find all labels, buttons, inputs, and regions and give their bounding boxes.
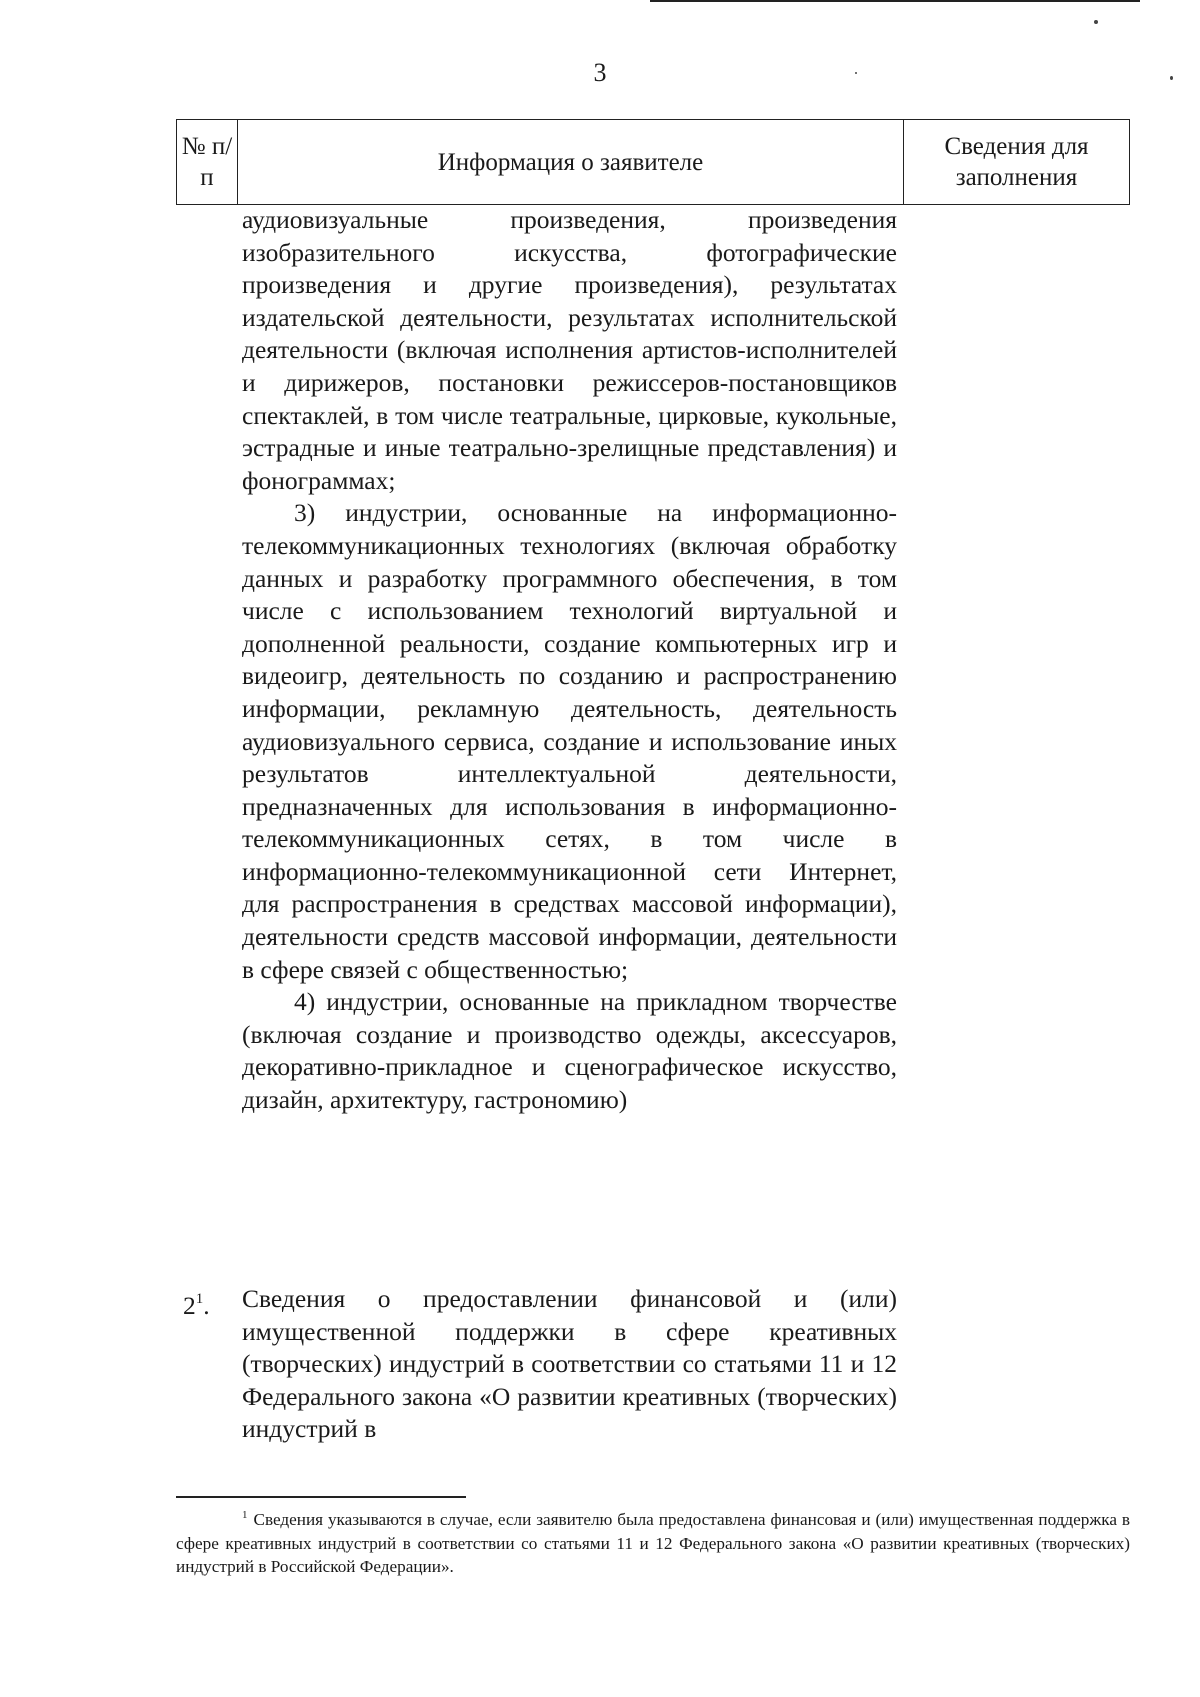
scan-speck (1170, 76, 1173, 80)
column-header-applicant-info: Информация о заявителе (238, 120, 904, 205)
paragraph-item-3: 3) индустрии, основанные на информационно-телекоммуникационных технологиях (включая обработку данных и разработку программного обеспечения, в том числе с использованием технологий виртуальной и дополненной реальности, создание компьютерных игр и видеоигр, деятельность по созданию и распространению информации, рекламную деятельность, деятельность аудиовизуального сервиса, создание и использование иных результатов интеллектуальной деятельности, предназначенных для использования в информационно-телекоммуникационных сетях, в том числе в информационно-телекоммуникационной сети Интернет, для распространения в средствах массовой информации), деятельности средств массовой информации, деятельности в сфере связей с общественностью; (242, 498, 897, 984)
page-number: 3 (593, 58, 607, 87)
scan-edge-line (650, 0, 1140, 2)
footnote-marker: 1 (242, 1509, 248, 1521)
column-header-number: № п/п (177, 120, 238, 205)
row-2-1-text (242, 1283, 897, 1446)
column-header-fill-details: Сведения для заполнения (904, 120, 1130, 205)
scan-speck (855, 72, 857, 74)
row-number-dot: . (203, 1291, 210, 1320)
table-header-row (177, 120, 1130, 205)
table-header (176, 119, 1130, 205)
footnote (176, 1504, 1130, 1579)
row-number-main: 2 (183, 1291, 196, 1320)
row-number-superscript: 1 (195, 1291, 204, 1307)
footnote-separator (176, 1496, 466, 1498)
paragraph-continuation: аудиовизуальные произведения, произведения изобразительного искусства, фотографические произведения и другие произведения), результатах издательской деятельности, результатах исполнительской деятельности (включая исполнения артистов-исполнителей и дирижеров, постановки режиссеров-постановщиков спектаклей, в том числе театральные, цирковые, кукольные, эстрадные и иные театрально-зрелищные представления) и фонограммах; (242, 205, 897, 495)
paragraph-item-4: 4) индустрии, основанные на прикладном творчестве (включая создание и производство одежды, аксессуаров, декоративно-прикладное и сценографическое искусство, дизайн, архитектуру, гастрономию) (242, 987, 897, 1115)
paragraph-support-info: Сведения о предоставлении финансовой и (или) имущественной поддержки в сфере креативных (творческих) индустрий в соответствии со статьями 11 и 12 Федерального закона «О развитии креативных (творческих) индустрий в (242, 1284, 897, 1444)
footnote-text: Сведения указываются в случае, если заявителю была предоставлена финансовая и (или) имущественная поддержка в сфере креативных индустрий в соответствии со статьями 11 и 12 Федерального закона «О развитии креативных (творческих) индустрий в Российской Федерации». (176, 1510, 1130, 1576)
row-number-2-1 (183, 1283, 210, 1323)
scan-speck (1094, 20, 1098, 24)
continued-cell-text (242, 204, 897, 1117)
